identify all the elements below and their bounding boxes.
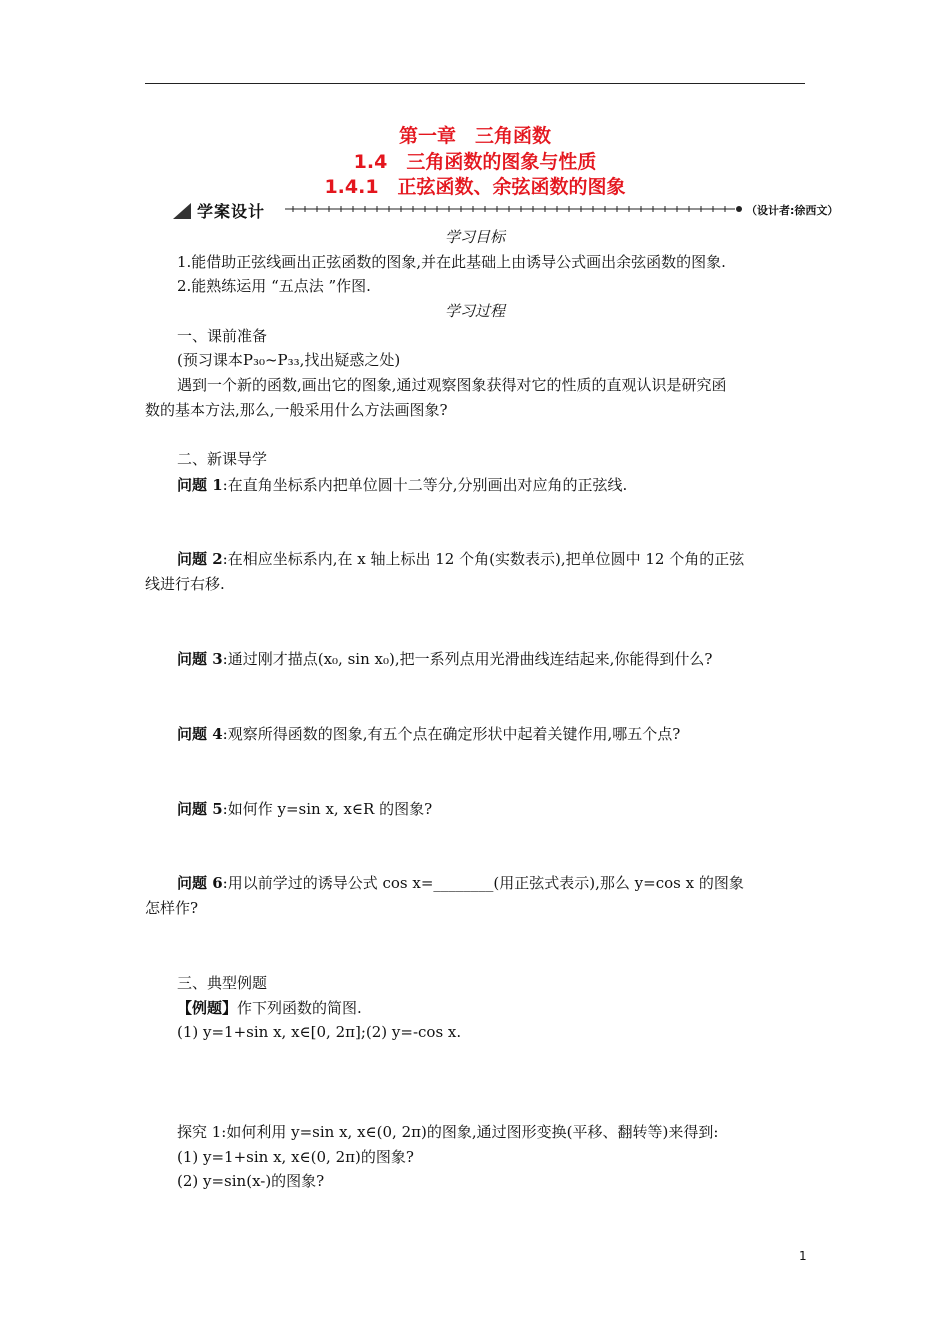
example-items: (1) y=1+sin x, x∈[0, 2π];(2) y=-cos x. bbox=[177, 1023, 462, 1041]
page-number: 1 bbox=[799, 1249, 807, 1263]
banner-dotted-line bbox=[285, 199, 745, 221]
explore-text: 探究 1:如何利用 y=sin x, x∈(0, 2π)的图象,通过图形变换(平移、翻转等)来得到: bbox=[177, 1123, 719, 1141]
question-label: 问题 1 bbox=[177, 476, 223, 494]
chapter-title: 第一章 三角函数 bbox=[398, 125, 551, 147]
objectives-heading: 学习目标 bbox=[444, 228, 505, 246]
question-4 bbox=[177, 724, 680, 744]
prep-text-cont: 数的基本方法,那么,一般采用什么方法画图象? bbox=[145, 401, 448, 419]
process-heading: 学习过程 bbox=[444, 302, 505, 320]
question-text: :用以前学过的诱导公式 cos x=________(用正弦式表示),那么 y=cos x 的图象 bbox=[222, 874, 744, 892]
example-text: 作下列函数的简图. bbox=[237, 999, 362, 1017]
example-label: 【例题】 bbox=[177, 999, 238, 1017]
question-3 bbox=[177, 649, 712, 669]
header-rule bbox=[145, 83, 805, 84]
question-text: :观察所得函数的图象,有五个点在确定形状中起着关键作用,哪五个点? bbox=[222, 725, 681, 743]
question-label: 问题 3 bbox=[177, 650, 223, 668]
banner-label: 学案设计 bbox=[197, 202, 266, 221]
question-label: 问题 6 bbox=[177, 874, 223, 892]
banner-author: （设计者:徐西文） bbox=[746, 204, 839, 217]
explore-item: (2) y=sin(x-)的图象? bbox=[177, 1172, 325, 1190]
banner-triangle-icon bbox=[173, 203, 191, 219]
prep-note: (预习课本P₃₀~P₃₃,找出疑惑之处) bbox=[177, 351, 401, 369]
question-6 bbox=[177, 873, 744, 893]
subsection-title: 1.4.1 正弦函数、余弦函数的图象 bbox=[324, 176, 626, 198]
design-banner bbox=[173, 199, 863, 221]
question-1 bbox=[177, 475, 627, 495]
question-text: :通过刚才描点(x₀, sin x₀),把一系列点用光滑曲线连结起来,你能得到什么? bbox=[222, 650, 713, 668]
question-2 bbox=[177, 549, 744, 569]
section-title: 1.4 三角函数的图象与性质 bbox=[353, 151, 597, 173]
question-text: :在直角坐标系内把单位圆十二等分,分别画出对应角的正弦线. bbox=[222, 476, 628, 494]
question-2-cont: 线进行右移. bbox=[145, 575, 225, 593]
question-label: 问题 5 bbox=[177, 800, 223, 818]
question-text: :在相应坐标系内,在 x 轴上标出 12 个角(实数表示),把单位圆中 12 个角的正弦 bbox=[222, 550, 745, 568]
question-6-cont: 怎样作? bbox=[145, 899, 199, 917]
objective-item: 2.能熟练运用 “五点法 ”作图. bbox=[177, 277, 371, 295]
section-example-title: 三、典型例题 bbox=[177, 974, 268, 992]
objective-item: 1.能借助正弦线画出正弦函数的图象,并在此基础上由诱导公式画出余弦函数的图象. bbox=[177, 253, 726, 271]
prep-text: 遇到一个新的函数,画出它的图象,通过观察图象获得对它的性质的直观认识是研究函 bbox=[177, 376, 727, 394]
explore-item: (1) y=1+sin x, x∈(0, 2π)的图象? bbox=[177, 1148, 414, 1166]
question-label: 问题 4 bbox=[177, 725, 223, 743]
example-prompt bbox=[177, 998, 362, 1018]
question-label: 问题 2 bbox=[177, 550, 223, 568]
question-5 bbox=[177, 799, 432, 819]
section-guide-title: 二、新课导学 bbox=[177, 450, 268, 468]
section-prep-title: 一、课前准备 bbox=[177, 327, 268, 345]
question-text: :如何作 y=sin x, x∈R 的图象? bbox=[222, 800, 433, 818]
